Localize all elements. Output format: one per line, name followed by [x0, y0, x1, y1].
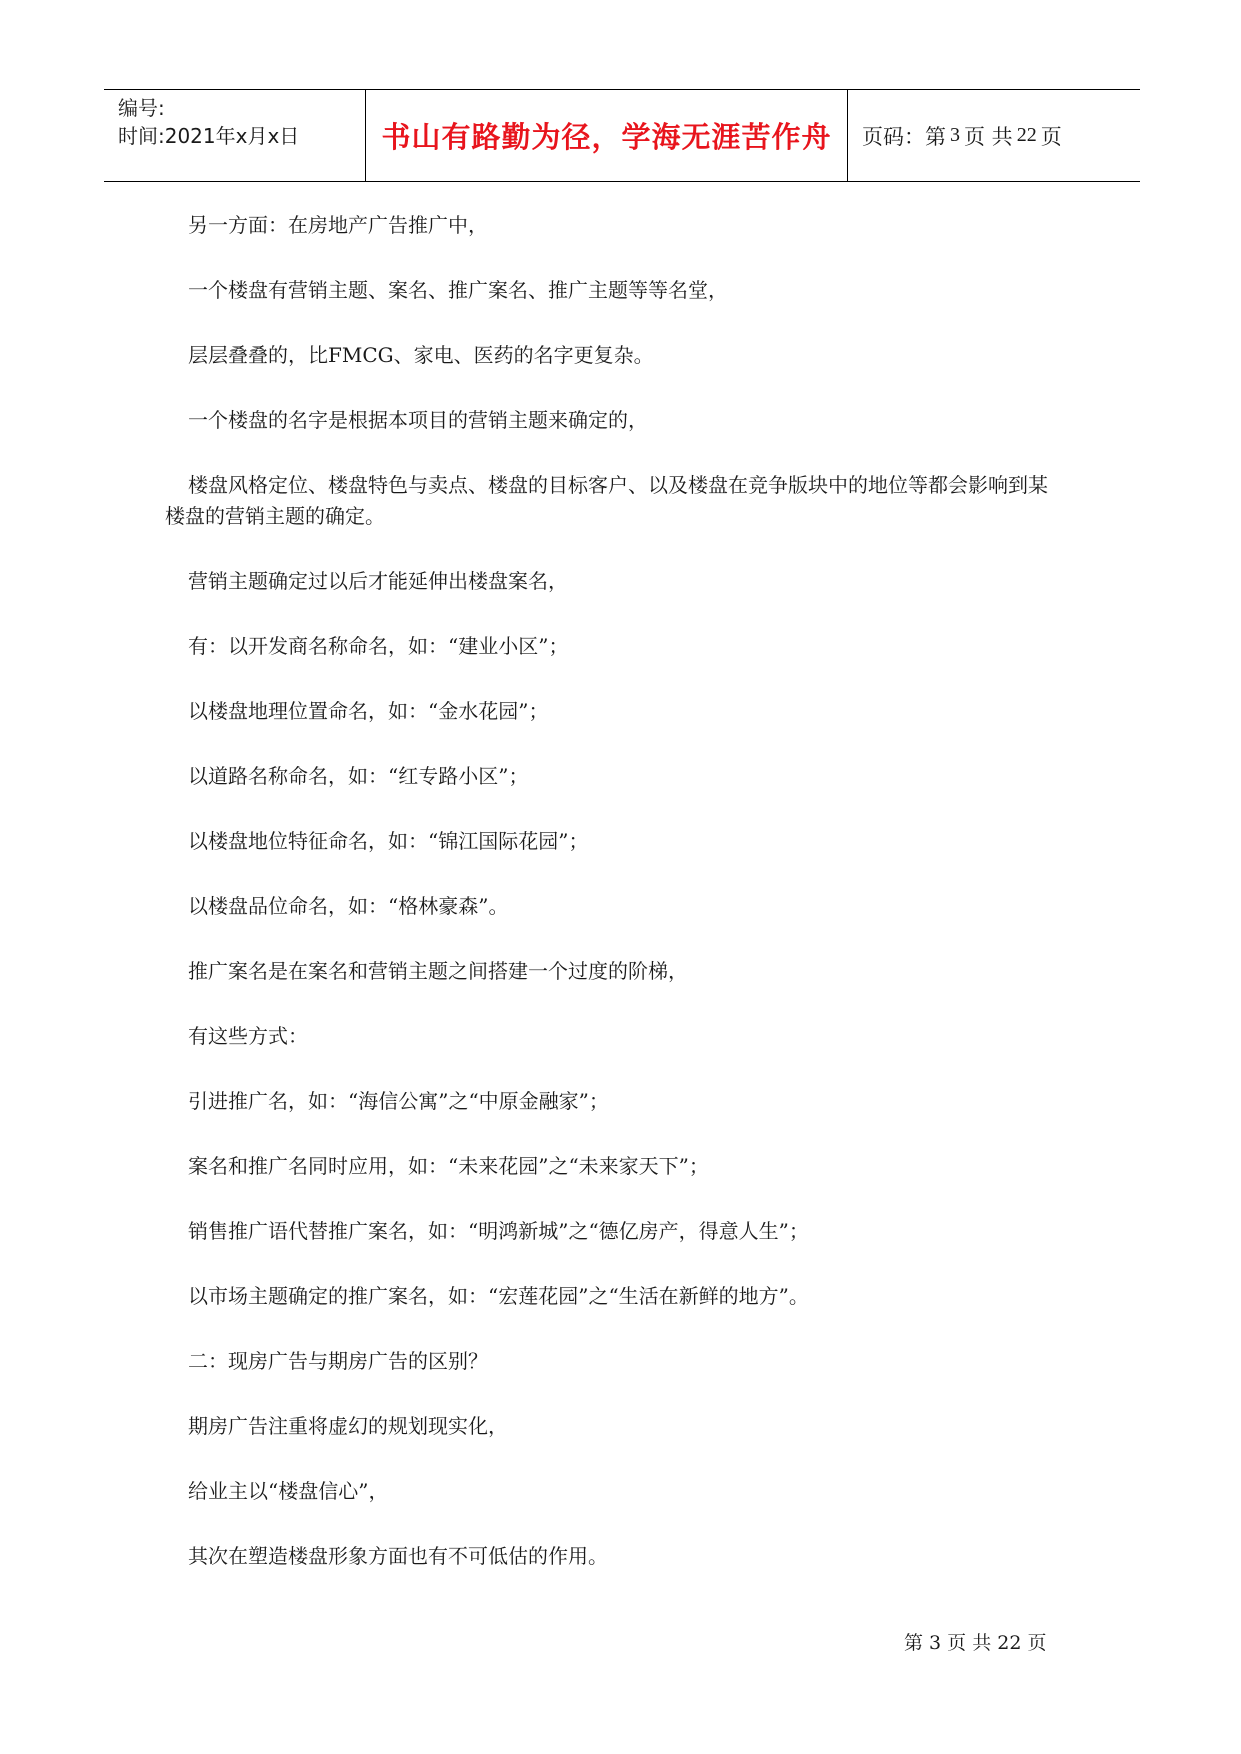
section-heading: 二：现房广告与期房广告的区别？ [188, 1349, 488, 1373]
document-time-label: 时间:2021年x月x日 [118, 124, 300, 148]
page-current: 3 [950, 124, 960, 146]
paragraph: 以市场主题确定的推广案名，如：“宏莲花园”之“生活在新鲜的地方”。 [188, 1284, 809, 1308]
paragraph: 以楼盘地位特征命名，如：“锦江国际花园”； [188, 829, 589, 853]
paragraph: 楼盘风格定位、楼盘特色与卖点、楼盘的目标客户、以及楼盘在竞争版块中的地位等都会影响到某楼盘的营销主题的确定。 [165, 473, 1048, 528]
paragraph: 一个楼盘有营销主题、案名、推广案名、推广主题等等名堂， [188, 278, 728, 302]
paragraph: 推广案名是在案名和营销主题之间搭建一个过度的阶梯， [188, 959, 688, 983]
header-page-indicator [848, 90, 1140, 181]
paragraph: 销售推广语代替推广案名，如：“明鸿新城”之“德亿房产，得意人生”； [188, 1219, 809, 1243]
paragraph: 以楼盘品位命名，如：“格林豪森”。 [188, 894, 509, 918]
page-suffix: 页 [1040, 124, 1062, 149]
page-header [104, 89, 1140, 182]
page-total: 22 [1016, 124, 1037, 146]
paragraph: 有：以开发商名称命名，如：“建业小区”； [188, 634, 569, 658]
header-motto-cell [366, 90, 848, 181]
page-footer: 第 3 页 共 22 页 [904, 1632, 1047, 1654]
header-meta [104, 90, 366, 181]
paragraph: 引进推广名，如：“海信公寓”之“中原金融家”； [188, 1089, 609, 1113]
header-motto: 书山有路勤为径，学海无涯苦作舟 [381, 120, 832, 154]
paragraph: 期房广告注重将虚幻的规划现实化， [188, 1414, 508, 1438]
document-body [165, 210, 1060, 1606]
document-number-label: 编号: [118, 96, 165, 120]
paragraph: 给业主以“楼盘信心”， [188, 1479, 389, 1503]
paragraph: 其次在塑造楼盘形象方面也有不可低估的作用。 [188, 1544, 608, 1568]
paragraph: 另一方面：在房地产广告推广中， [188, 213, 488, 237]
page-prefix: 页码：第 [862, 124, 946, 149]
paragraph: 以楼盘地理位置命名，如：“金水花园”； [188, 699, 549, 723]
paragraph: 层层叠叠的，比FMCG、家电、医药的名字更复杂。 [188, 343, 654, 367]
paragraph: 以道路名称命名，如：“红专路小区”； [188, 764, 529, 788]
paragraph: 一个楼盘的名字是根据本项目的营销主题来确定的， [188, 408, 648, 432]
paragraph: 营销主题确定过以后才能延伸出楼盘案名， [188, 569, 568, 593]
paragraph: 有这些方式： [188, 1024, 308, 1048]
paragraph: 案名和推广名同时应用，如：“未来花园”之“未来家天下”； [188, 1154, 709, 1178]
page-mid: 页 共 [964, 124, 1013, 149]
